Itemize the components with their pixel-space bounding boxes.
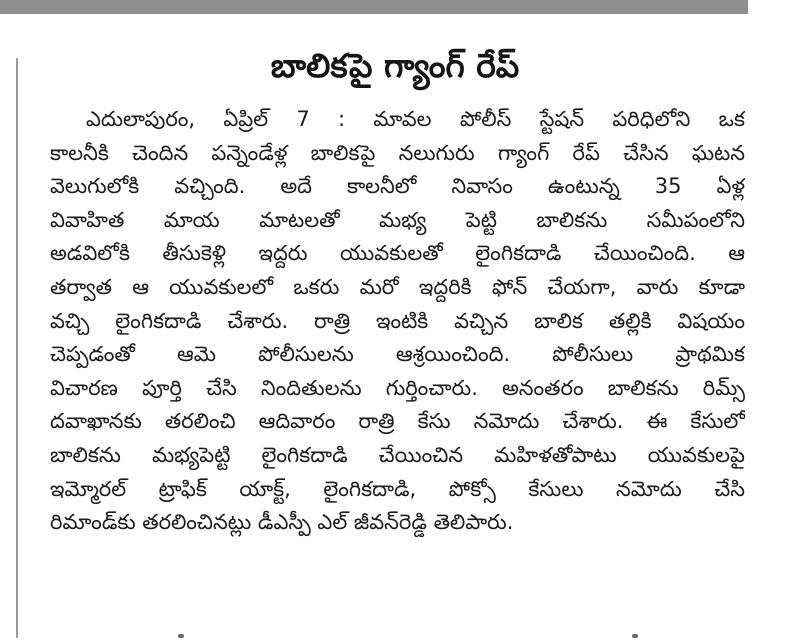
- article-line: ఎదులాపురం, ఏప్రిల్ 7 : మావల పోలీస్ స్టేషన్ పరిధిలోని ఒక: [86, 107, 745, 131]
- article-line: ఇమ్మోరల్ ట్రాఫిక్ యాక్ట్, లైంగికదాడి, పోక్సో కేసులు నమోదు చేసి: [50, 476, 745, 501]
- article-line: వచ్చి లైంగికదాడి చేశారు. రాత్రి ఇంటికి వచ్చిన బాలిక తల్లికి విషయం: [50, 308, 745, 333]
- article-line: వివాహిత మాయ మాటలతో మభ్య పెట్టి బాలికను సమీపంలోని: [50, 207, 745, 232]
- article-line: చెప్పడంతో ఆమె పోలీసులను ఆశ్రయించింది. పోలీసులు ప్రాథమిక: [50, 342, 745, 367]
- top-border-bar: [0, 0, 748, 14]
- article-line: దవాఖానకు తరలించి ఆదివారం రాత్రి కేసు నమోదు చేశారు. ఈ కేసులో: [50, 409, 745, 434]
- article-body: [50, 103, 745, 540]
- article-line: అడవిలోకి తీసుకెళ్లి ఇద్దరు యువకులతో లైంగికదాడి చేయించింది. ఆ: [50, 241, 745, 266]
- headline: బాలికపై గ్యాంగ్ రేప్: [270, 46, 520, 85]
- article-line: రిమాండ్‌కు తరలించినట్లు డీఎస్పీ ఎల్ జీవన్‌రెడ్డి తెలిపారు.: [50, 510, 514, 535]
- speck: [178, 634, 184, 638]
- article-line: కాలనీకి చెందిన పన్నెండేళ్ల బాలికపై నలుగురు గ్యాంగ్ రేప్ చేసిన ఘటన: [50, 140, 745, 165]
- article-line: తర్వాత ఆ యువకులలో ఒకరు మరో ఇద్దరికి ఫోన్ చేయగా, వారు కూడా: [50, 274, 745, 299]
- speck: [632, 634, 638, 638]
- article-line: విచారణ పూర్తి చేసి నిందితులను గుర్తించారు. అనంతరం బాలికను రిమ్స్: [50, 375, 745, 400]
- cropped-next-line: [0, 630, 800, 642]
- column-rule: [16, 58, 18, 638]
- article-line: బాలికను మభ్యపెట్టి లైంగికదాడి చేయించిన మహిళతోపాటు యువకులపై: [50, 442, 745, 467]
- article-line: వెలుగులోకి వచ్చింది. అదే కాలనీలో నివాసం ఉంటున్న 35 ఏళ్ల: [50, 174, 745, 199]
